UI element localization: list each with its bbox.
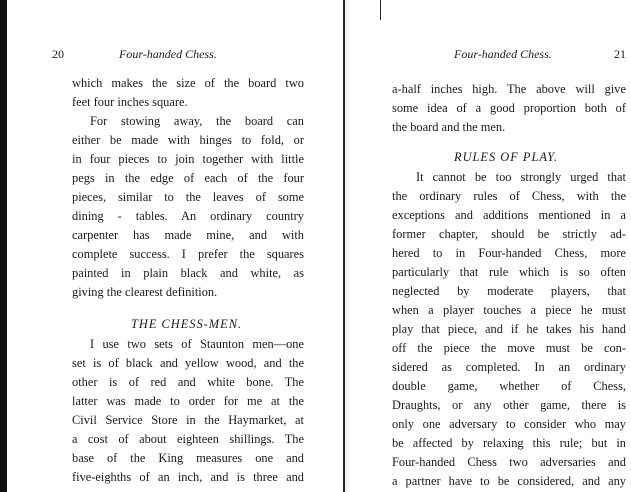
text-line: in four pieces to join together with little bbox=[72, 152, 304, 166]
text-line: the board and the men. bbox=[392, 120, 506, 134]
text-line: either be made with hinges to fold, or bbox=[72, 133, 304, 147]
book-edge-shadow bbox=[0, 0, 7, 492]
text-line: pieces, similar to the leaves of some bbox=[72, 190, 304, 204]
text-line: five-eighths of an inch, and is three and bbox=[72, 470, 304, 484]
text-line: neglected by moderate players, that bbox=[392, 284, 626, 298]
text-line: a cost of about eighteen shillings. The bbox=[72, 432, 304, 446]
page-number: 20 bbox=[52, 47, 64, 61]
text-line: complete success. I prefer the squares bbox=[72, 247, 304, 261]
running-head: Four-handed Chess. bbox=[454, 47, 552, 61]
text-line: off the piece the move must be con- bbox=[392, 341, 626, 355]
text-line: Draughts, or any other game, there is bbox=[392, 398, 626, 412]
text-line: former chapter, should be strictly ad- bbox=[392, 227, 626, 241]
text-line: giving the clearest definition. bbox=[72, 285, 218, 299]
text-line: feet four inches square. bbox=[72, 95, 188, 109]
text-line: the ordinary rules of Chess, with the bbox=[392, 189, 626, 203]
text-line: some idea of a good proportion both of bbox=[392, 101, 626, 115]
page-number: 21 bbox=[614, 47, 626, 61]
text-line: latter was made to order for me at the bbox=[72, 394, 304, 408]
text-line: It cannot be too strongly urged that bbox=[416, 170, 626, 184]
text-line: carpenter has made mine, and with bbox=[72, 228, 304, 242]
text-line: which makes the size of the board two bbox=[72, 76, 304, 90]
text-line: double game, whether of Chess, bbox=[392, 379, 626, 393]
text-line: dining - tables. An ordinary country bbox=[72, 209, 304, 223]
text-line: hered to in Four-handed Chess, more bbox=[392, 246, 626, 260]
section-heading: THE CHESS-MEN. bbox=[131, 317, 243, 331]
text-line: set is of black and yellow wood, and the bbox=[72, 356, 304, 370]
text-line: I use two sets of Staunton men—one bbox=[90, 337, 304, 351]
text-line: be affected by relaxing this rule; but in bbox=[392, 436, 626, 450]
text-line: exceptions and additions mentioned in a bbox=[392, 208, 626, 222]
text-line: a-half inches high. The above will give bbox=[392, 82, 626, 96]
gutter-mark bbox=[380, 0, 381, 20]
text-line: Four-handed Chess two adversaries and bbox=[392, 455, 626, 469]
text-line: other is of red and white bone. The bbox=[72, 375, 304, 389]
text-line: when a player touches a piece he must bbox=[392, 303, 626, 317]
text-line: For stowing away, the board can bbox=[90, 114, 304, 128]
text-line: Civil Service Store in the Haymarket, at bbox=[72, 413, 304, 427]
text-line: play that piece, and if he takes his hand bbox=[392, 322, 626, 336]
text-line: sidered as completed. In an ordinary bbox=[392, 360, 626, 374]
text-line: particularly that rule which is so often bbox=[392, 265, 626, 279]
running-head: Four-handed Chess. bbox=[119, 47, 217, 61]
text-line: a partner have to be considered, and any bbox=[392, 474, 626, 488]
gutter-shadow bbox=[345, 0, 351, 492]
text-line: only one adversary to consider who may bbox=[392, 417, 626, 431]
text-line: painted in plain black and white, as bbox=[72, 266, 304, 280]
text-line: pegs in the edge of each of the four bbox=[72, 171, 304, 185]
section-heading: RULES OF PLAY. bbox=[454, 150, 559, 164]
text-line: base of the King measures one and bbox=[72, 451, 304, 465]
